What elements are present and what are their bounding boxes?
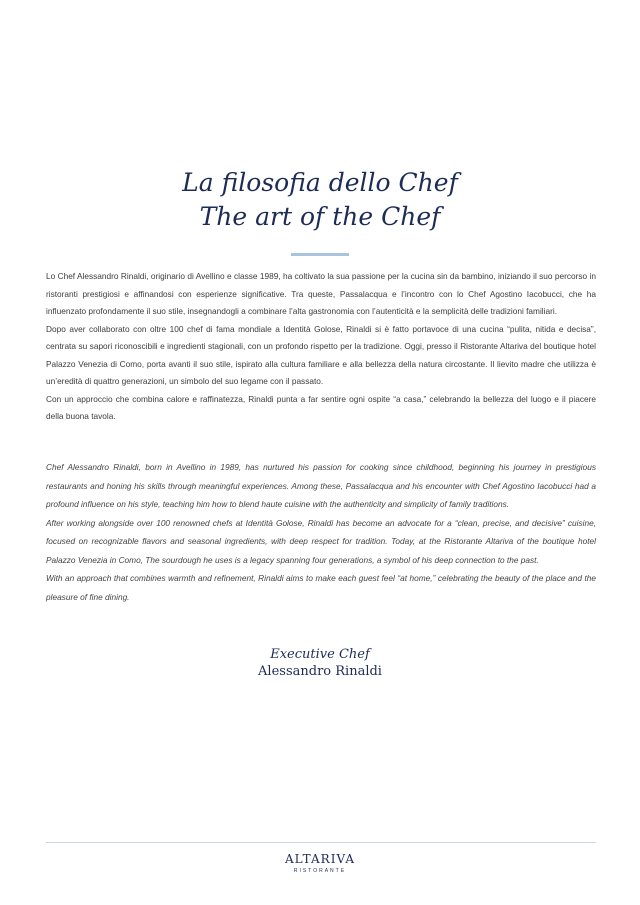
title-divider [291,253,349,256]
italian-text [46,268,596,426]
chef-signature [0,646,640,680]
altariva-logo [0,852,640,875]
signature-name: Alessandro Rinaldi [258,664,382,679]
page-title [0,166,640,234]
italian-paragraph-2: Dopo aver collaborato con oltre 100 chef di fama mondiale a Identità Golose, Rinaldi si è fatto portavoce di una cucina “pulita, nitida e decisa”, centrata su sapori riconoscibili e ingredienti stagionali, con un profondo rispetto per la tradizione. Oggi, presso il Ristorante Altariva del boutique hotel Palazzo Venezia di Como, porta avanti il suo stile, ispirato alla cultura familiare e alla bellezza della natura circostante. Il lievito madre che utilizza è un’eredità di quattro generazioni, un simbolo del suo legame con il passato. [46,323,596,386]
italian-paragraph-3: Con un approccio che combina calore e raffinatezza, Rinaldi punta a far sentire ogni ospite “a casa,” celebrando la bellezza del luogo e il piacere della buona tavola. [46,393,596,421]
english-paragraph-1: Chef Alessandro Rinaldi, born in Avellino in 1989, has nurtured his passion for cooking since childhood, beginning his journey in prestigious restaurants and honing his skills through meaningful experiences. Among these, Passalacqua and his encounter with Chef Agostino Iacobucci had a profound influence on his style, teaching him how to blend haute cuisine with the authenticity and simplicity of family traditions. [46,462,596,509]
english-paragraph-2: After working alongside over 100 renowned chefs at Identità Golose, Rinaldi has become an advocate for a “clean, precise, and decisive” cuisine, focused on recognizable flavors and seasonal ingredients, with deep respect for tradition. Today, at the Ristorante Altariva of the boutique hotel Palazzo Venezia in Como, The sourdough he uses is a legacy spanning four generations, a symbol of his deep connection to the past. [46,517,596,565]
signature-role: Executive Chef [270,647,370,662]
logo-wordmark: ALTARIVA [285,852,355,866]
english-paragraph-3: With an approach that combines warmth and refinement, Rinaldi aims to make each guest feel “at home,” celebrating the beauty of the place and the pleasure of fine dining. [46,573,596,602]
title-english: The art of the Chef [199,202,441,231]
english-text [46,458,596,606]
italian-paragraph-1: Lo Chef Alessandro Rinaldi, originario di Avellino e classe 1989, ha coltivato la sua passione per la cucina sin da bambino, iniziando il suo percorso in ristoranti prestigiosi e affinandosi con esperienze significative. Tra queste, Passalacqua e l’incontro con lo Chef Agostino Iacobucci, che ha influenzato profondamente il suo stile, insegnandogli a combinare l’alta gastronomia con l’autenticità e la semplicità delle tradizioni familiari. [46,271,596,316]
logo-subtitle: RISTORANTE [293,868,347,874]
title-italian: La filosofia dello Chef [182,168,458,197]
footer-divider [46,842,596,843]
